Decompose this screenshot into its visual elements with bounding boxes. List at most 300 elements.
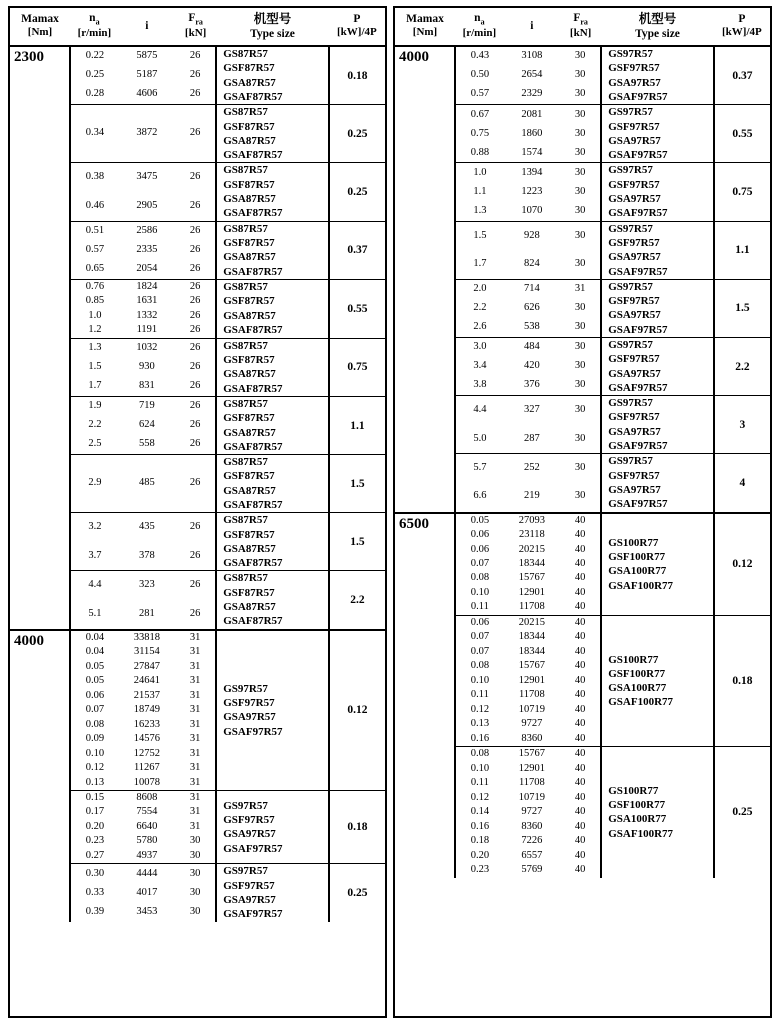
na-value: 0.18 bbox=[470, 835, 490, 847]
type-size-list bbox=[601, 454, 714, 513]
ratio-value: 714 bbox=[504, 279, 560, 299]
fra-value: 26 bbox=[175, 221, 216, 241]
fra-value: 31 bbox=[189, 820, 201, 832]
na-value: 2.0 bbox=[455, 279, 504, 299]
left-table-body bbox=[10, 46, 385, 922]
fra-value: 26 bbox=[175, 396, 216, 416]
ratio-value: 18344 bbox=[518, 631, 545, 643]
type-size-value: GS97R57 bbox=[608, 397, 653, 410]
type-size-value: GSF87R57 bbox=[223, 586, 275, 599]
type-size-value: GSA87R57 bbox=[223, 134, 276, 147]
fra-value: 30 bbox=[574, 88, 586, 100]
table-row bbox=[10, 46, 385, 66]
type-size-value: GSAF97R57 bbox=[608, 440, 668, 453]
col-header-fra bbox=[175, 8, 216, 46]
na-value: 0.51 bbox=[70, 221, 119, 241]
fra-value: 40 bbox=[574, 660, 586, 672]
type-size-value: GSF87R57 bbox=[223, 62, 275, 75]
na-value: 0.30 bbox=[70, 864, 119, 884]
col-header-typesize-en: Type size bbox=[635, 27, 680, 40]
type-size-value: GSAF97R57 bbox=[608, 265, 668, 278]
na-value: 3.0 bbox=[455, 337, 504, 357]
na-value: 0.13 bbox=[470, 718, 490, 730]
na-value: 0.33 bbox=[85, 886, 105, 898]
power-value: 4 bbox=[714, 454, 770, 513]
col-header-mamax bbox=[10, 8, 70, 46]
na-value: 3.4 bbox=[473, 360, 487, 372]
ratio-value: 11708 bbox=[518, 601, 545, 613]
type-size-list bbox=[601, 46, 714, 105]
type-size-value: GSF97R57 bbox=[608, 295, 660, 308]
na-value: 0.06 bbox=[470, 529, 490, 541]
na-value: 0.85 bbox=[85, 295, 105, 307]
power-value: 0.25 bbox=[714, 747, 770, 878]
type-size-value: GS97R57 bbox=[608, 164, 653, 177]
na-symbol: n bbox=[89, 12, 96, 24]
fra-value: 26 bbox=[175, 163, 216, 192]
col-header-p-label: P bbox=[738, 12, 746, 25]
na-value: 2.2 bbox=[88, 419, 102, 431]
fra-value: 40 bbox=[574, 718, 586, 730]
na-value: 0.08 bbox=[470, 660, 490, 672]
na-value: 1.3 bbox=[70, 338, 119, 358]
na-value: 0.07 bbox=[85, 704, 105, 716]
na-value: 0.04 bbox=[70, 630, 119, 645]
ratio-value: 252 bbox=[504, 454, 560, 483]
type-size-value: GSA87R57 bbox=[223, 309, 276, 322]
ratio-value: 18749 bbox=[133, 704, 160, 716]
type-size-list bbox=[216, 338, 329, 396]
ratio-value: 11708 bbox=[518, 777, 545, 789]
fra-value: 40 bbox=[574, 601, 586, 613]
type-size-value: GS100R77 bbox=[608, 536, 659, 549]
type-size-value: GSF87R57 bbox=[223, 528, 275, 541]
na-value: 0.11 bbox=[470, 689, 489, 701]
col-header-mamax-unit: [Nm] bbox=[412, 26, 438, 39]
type-size-value: GSAF97R57 bbox=[608, 381, 668, 394]
type-size-value: GSAF97R57 bbox=[608, 90, 668, 103]
fra-value: 31 bbox=[189, 660, 201, 672]
type-size-value: GSA97R57 bbox=[608, 367, 661, 380]
fra-value: 30 bbox=[175, 864, 216, 884]
fra-value: 30 bbox=[189, 886, 201, 898]
fra-value: 40 bbox=[560, 513, 601, 528]
ratio-value: 1332 bbox=[136, 309, 158, 321]
fra-value: 40 bbox=[574, 762, 586, 774]
type-size-value: GSAF87R57 bbox=[223, 90, 283, 103]
col-header-typesize-en: Type size bbox=[250, 27, 295, 40]
type-size-value: GSAF97R57 bbox=[608, 323, 668, 336]
fra-value: 26 bbox=[175, 571, 216, 600]
type-size-value: GSA87R57 bbox=[223, 542, 276, 555]
type-size-list bbox=[216, 791, 329, 864]
col-header-i-label: i bbox=[145, 19, 149, 32]
type-size-value: GS97R57 bbox=[608, 455, 653, 468]
na-value: 0.38 bbox=[70, 163, 119, 192]
col-header-p bbox=[329, 8, 385, 46]
fra-value: 40 bbox=[574, 820, 586, 832]
col-header-typesize-cn: 机型号 bbox=[253, 11, 292, 27]
type-size-value: GSA100R77 bbox=[608, 682, 667, 695]
ratio-value: 1191 bbox=[136, 324, 158, 336]
fra-value: 26 bbox=[189, 419, 201, 431]
col-header-na-label bbox=[456, 11, 503, 27]
fra-value: 40 bbox=[574, 689, 586, 701]
type-size-value: GSF97R57 bbox=[608, 236, 660, 249]
fra-value: 30 bbox=[189, 835, 201, 847]
ratio-value: 10719 bbox=[518, 791, 545, 803]
na-value: 0.28 bbox=[85, 88, 105, 100]
na-value: 1.3 bbox=[473, 204, 487, 216]
fra-value: 31 bbox=[189, 806, 201, 818]
col-header-na-unit: [r/min] bbox=[77, 27, 112, 40]
fra-value: 26 bbox=[189, 361, 201, 373]
fra-value: 40 bbox=[560, 747, 601, 762]
type-size-value: GS97R57 bbox=[223, 799, 268, 812]
fra-value: 31 bbox=[189, 718, 201, 730]
na-value: 0.25 bbox=[85, 69, 105, 81]
fra-value: 30 bbox=[574, 321, 586, 333]
ratio-value: 31154 bbox=[133, 646, 160, 658]
ratio-value: 18344 bbox=[518, 558, 545, 569]
na-value: 3.8 bbox=[473, 379, 487, 391]
type-size-list bbox=[601, 163, 714, 221]
left-table-column bbox=[8, 6, 387, 1018]
power-value: 1.5 bbox=[714, 279, 770, 337]
na-value: 1.9 bbox=[70, 396, 119, 416]
ratio-value: 15767 bbox=[504, 747, 560, 762]
fra-value: 30 bbox=[560, 163, 601, 183]
fra-value: 30 bbox=[189, 849, 201, 861]
ratio-value: 1631 bbox=[136, 295, 158, 307]
na-value: 0.57 bbox=[470, 88, 490, 100]
na-value: 0.11 bbox=[470, 777, 489, 789]
ratio-value: 626 bbox=[524, 302, 540, 314]
na-subscript: a bbox=[95, 17, 100, 27]
fra-value: 30 bbox=[560, 396, 601, 425]
fra-value: 40 bbox=[574, 572, 586, 584]
ratio-value: 4606 bbox=[136, 88, 158, 100]
fra-value: 40 bbox=[560, 615, 601, 630]
ratio-value: 327 bbox=[504, 396, 560, 425]
right-table-body bbox=[395, 46, 770, 878]
na-value: 6.6 bbox=[473, 490, 487, 502]
ratio-value: 11708 bbox=[518, 689, 545, 701]
type-size-list bbox=[216, 279, 329, 338]
ratio-value: 2654 bbox=[521, 69, 543, 81]
type-size-value: GSA97R57 bbox=[608, 193, 661, 206]
na-value: 0.12 bbox=[470, 703, 490, 715]
ratio-value: 7554 bbox=[136, 806, 158, 818]
power-value: 0.25 bbox=[329, 864, 385, 922]
ratio-value: 1032 bbox=[119, 338, 175, 358]
mamax-value: 4000 bbox=[10, 630, 70, 922]
fra-value: 40 bbox=[574, 645, 586, 657]
power-value: 0.55 bbox=[329, 279, 385, 338]
mamax-value: 6500 bbox=[395, 513, 455, 878]
ratio-value: 485 bbox=[119, 455, 175, 511]
na-value: 0.06 bbox=[85, 689, 105, 701]
na-value: 0.23 bbox=[85, 835, 105, 847]
na-value: 2.5 bbox=[88, 438, 102, 450]
fra-subscript: ra bbox=[580, 17, 588, 27]
type-size-value: GSAF100R77 bbox=[608, 696, 674, 709]
ratio-value: 10719 bbox=[518, 703, 545, 715]
na-value: 2.6 bbox=[473, 321, 487, 333]
na-value: 0.65 bbox=[85, 262, 105, 274]
fra-symbol: F bbox=[573, 12, 581, 24]
type-size-value: GSF87R57 bbox=[223, 354, 275, 367]
type-size-value: GS97R57 bbox=[608, 222, 653, 235]
type-size-value: GSAF87R57 bbox=[223, 207, 283, 220]
fra-value: 26 bbox=[189, 438, 201, 450]
type-size-value: GSF87R57 bbox=[223, 412, 275, 425]
power-value: 0.75 bbox=[329, 338, 385, 396]
type-size-value: GS87R57 bbox=[223, 339, 268, 352]
fra-value: 40 bbox=[574, 806, 586, 818]
na-value: 0.20 bbox=[85, 820, 105, 832]
type-size-list bbox=[216, 163, 329, 221]
ratio-value: 14576 bbox=[133, 733, 160, 745]
type-size-value: GS87R57 bbox=[223, 164, 268, 177]
power-value: 1.1 bbox=[329, 396, 385, 454]
na-value: 0.12 bbox=[85, 762, 105, 774]
fra-value: 31 bbox=[189, 675, 201, 687]
fra-value: 40 bbox=[574, 777, 586, 789]
na-value: 0.23 bbox=[470, 864, 490, 876]
table-row bbox=[395, 513, 770, 528]
type-size-value: GSA97R57 bbox=[223, 711, 276, 724]
fra-value: 40 bbox=[574, 849, 586, 861]
fra-value: 40 bbox=[574, 631, 586, 643]
na-value: 1.5 bbox=[88, 361, 102, 373]
fra-value: 30 bbox=[574, 50, 586, 62]
col-header-mamax-unit: [Nm] bbox=[27, 26, 53, 39]
power-value: 0.18 bbox=[329, 791, 385, 864]
type-size-value: GS87R57 bbox=[223, 572, 268, 585]
fra-symbol: F bbox=[188, 12, 196, 24]
col-header-i-label: i bbox=[530, 19, 534, 32]
type-size-value: GSF100R77 bbox=[608, 799, 666, 812]
type-size-value: GSF97R57 bbox=[608, 353, 660, 366]
fra-value: 40 bbox=[574, 732, 586, 744]
na-value: 0.14 bbox=[470, 806, 490, 818]
na-value: 1.7 bbox=[473, 258, 487, 270]
na-value: 0.07 bbox=[470, 558, 490, 569]
col-header-i bbox=[119, 8, 175, 46]
fra-value: 31 bbox=[189, 733, 201, 745]
na-value: 0.88 bbox=[470, 146, 490, 158]
right-table-column bbox=[393, 6, 772, 1018]
na-value: 0.05 bbox=[85, 675, 105, 687]
fra-value: 40 bbox=[574, 791, 586, 803]
fra-value: 31 bbox=[189, 776, 201, 788]
fra-value: 26 bbox=[189, 69, 201, 81]
type-size-value: GSAF87R57 bbox=[223, 557, 283, 570]
ratio-value: 2054 bbox=[136, 262, 158, 274]
ratio-value: 12901 bbox=[518, 762, 545, 774]
ratio-value: 484 bbox=[504, 337, 560, 357]
power-value: 0.75 bbox=[714, 163, 770, 221]
na-value: 0.08 bbox=[85, 718, 105, 730]
type-size-value: GS97R57 bbox=[608, 106, 653, 119]
type-size-list bbox=[216, 630, 329, 791]
type-size-value: GS97R57 bbox=[223, 865, 268, 878]
fra-value: 30 bbox=[574, 490, 586, 502]
ratio-value: 8608 bbox=[119, 791, 175, 806]
ratio-value: 16233 bbox=[133, 718, 160, 730]
type-size-value: GSAF97R57 bbox=[223, 725, 283, 738]
type-size-value: GSA97R57 bbox=[608, 251, 661, 264]
ratio-value: 5187 bbox=[136, 69, 158, 81]
ratio-value: 420 bbox=[524, 360, 540, 372]
left-table bbox=[10, 8, 385, 922]
ratio-value: 12901 bbox=[518, 586, 545, 598]
type-size-value: GSA87R57 bbox=[223, 426, 276, 439]
power-value: 0.18 bbox=[714, 615, 770, 746]
fra-value: 40 bbox=[574, 864, 586, 876]
na-value: 0.12 bbox=[470, 791, 490, 803]
type-size-value: GSF100R77 bbox=[608, 667, 666, 680]
type-size-value: GS87R57 bbox=[223, 514, 268, 527]
fra-value: 26 bbox=[189, 50, 201, 62]
fra-value: 30 bbox=[574, 258, 586, 270]
type-size-value: GSA100R77 bbox=[608, 813, 667, 826]
na-value: 0.43 bbox=[470, 50, 490, 62]
type-size-value: GSAF97R57 bbox=[223, 842, 283, 855]
ratio-value: 281 bbox=[139, 607, 155, 619]
type-size-value: GSF97R57 bbox=[608, 411, 660, 424]
na-value: 0.04 bbox=[85, 646, 105, 658]
ratio-value: 7226 bbox=[521, 835, 543, 847]
na-value: 0.17 bbox=[85, 806, 105, 818]
power-value: 2.2 bbox=[329, 571, 385, 630]
col-header-p-label: P bbox=[353, 12, 361, 25]
fra-value: 26 bbox=[189, 262, 201, 274]
ratio-value: 378 bbox=[139, 549, 155, 561]
ratio-value: 1824 bbox=[119, 279, 175, 294]
na-value: 0.06 bbox=[470, 543, 490, 555]
fra-value: 31 bbox=[175, 630, 216, 645]
col-header-p-unit: [kW]/4P bbox=[337, 26, 377, 39]
type-size-value: GSAF87R57 bbox=[223, 265, 283, 278]
na-value: 0.16 bbox=[470, 732, 490, 744]
type-size-value: GSA97R57 bbox=[608, 76, 661, 89]
ratio-value: 8360 bbox=[521, 732, 543, 744]
fra-value: 30 bbox=[574, 302, 586, 314]
type-size-value: GSAF87R57 bbox=[223, 440, 283, 453]
type-size-list bbox=[216, 455, 329, 513]
ratio-value: 824 bbox=[524, 258, 540, 270]
ratio-value: 15767 bbox=[518, 572, 545, 584]
ratio-value: 719 bbox=[119, 396, 175, 416]
col-header-i bbox=[504, 8, 560, 46]
ratio-value: 20215 bbox=[504, 615, 560, 630]
type-size-value: GSAF87R57 bbox=[223, 499, 283, 511]
col-header-typesize-cn: 机型号 bbox=[638, 11, 677, 27]
na-value: 0.34 bbox=[70, 105, 119, 161]
type-size-value: GSA97R57 bbox=[608, 483, 661, 496]
ratio-value: 4937 bbox=[136, 849, 158, 861]
ratio-value: 1574 bbox=[521, 146, 543, 158]
type-size-value: GSA97R57 bbox=[608, 134, 661, 147]
type-size-value: GSAF97R57 bbox=[223, 908, 283, 921]
type-size-value: GSF97R57 bbox=[608, 178, 660, 191]
table-header-row bbox=[10, 8, 385, 46]
fra-value: 31 bbox=[560, 279, 601, 299]
fra-value: 40 bbox=[574, 558, 586, 569]
type-size-value: GS87R57 bbox=[223, 281, 268, 294]
type-size-value: GSA97R57 bbox=[223, 828, 276, 841]
type-size-value: GS87R57 bbox=[223, 106, 268, 119]
table-row bbox=[395, 46, 770, 66]
na-symbol: n bbox=[474, 12, 481, 24]
fra-value: 30 bbox=[560, 454, 601, 483]
col-header-na-label bbox=[71, 11, 118, 27]
power-value: 0.37 bbox=[714, 46, 770, 105]
fra-value: 30 bbox=[574, 360, 586, 372]
fra-value: 30 bbox=[574, 204, 586, 216]
na-value: 1.0 bbox=[455, 163, 504, 183]
col-header-fra-unit: [kN] bbox=[184, 27, 207, 40]
fra-value: 26 bbox=[189, 549, 201, 561]
ratio-value: 9727 bbox=[521, 718, 543, 730]
type-size-value: GSF97R57 bbox=[608, 469, 660, 482]
type-size-value: GSF97R57 bbox=[223, 697, 275, 710]
type-size-value: GSAF97R57 bbox=[608, 498, 668, 511]
fra-value: 40 bbox=[574, 703, 586, 715]
na-value: 1.5 bbox=[455, 221, 504, 250]
na-value: 0.27 bbox=[85, 849, 105, 861]
ratio-value: 2329 bbox=[521, 88, 543, 100]
col-header-typesize bbox=[216, 8, 329, 46]
type-size-value: GSF87R57 bbox=[223, 178, 275, 191]
ratio-value: 376 bbox=[524, 379, 540, 391]
fra-value: 31 bbox=[189, 704, 201, 716]
na-value: 0.67 bbox=[455, 105, 504, 125]
na-value: 0.10 bbox=[470, 762, 490, 774]
type-size-list bbox=[601, 615, 714, 746]
ratio-value: 10078 bbox=[133, 776, 160, 788]
fra-value: 30 bbox=[574, 146, 586, 158]
type-size-value: GSF87R57 bbox=[223, 470, 275, 483]
fra-value: 30 bbox=[560, 337, 601, 357]
fra-value: 26 bbox=[189, 309, 201, 321]
ratio-value: 323 bbox=[119, 571, 175, 600]
ratio-value: 27093 bbox=[504, 513, 560, 528]
na-value: 1.7 bbox=[88, 380, 102, 392]
fra-value: 30 bbox=[560, 105, 601, 125]
type-size-value: GSF87R57 bbox=[223, 236, 275, 249]
fra-value: 40 bbox=[574, 543, 586, 555]
na-value: 0.07 bbox=[470, 645, 490, 657]
col-header-na-unit: [r/min] bbox=[462, 27, 497, 40]
ratio-value: 18344 bbox=[518, 645, 545, 657]
type-size-list bbox=[216, 46, 329, 105]
power-value: 0.25 bbox=[329, 105, 385, 163]
na-value: 0.50 bbox=[470, 69, 490, 81]
fra-value: 30 bbox=[574, 432, 586, 444]
ratio-value: 1223 bbox=[521, 185, 543, 197]
ratio-value: 2905 bbox=[136, 199, 158, 211]
ratio-value: 435 bbox=[119, 513, 175, 542]
na-value: 0.05 bbox=[455, 513, 504, 528]
ratio-value: 4017 bbox=[136, 886, 158, 898]
ratio-value: 287 bbox=[524, 432, 540, 444]
ratio-value: 3453 bbox=[136, 905, 158, 917]
mamax-value: 2300 bbox=[10, 46, 70, 630]
type-size-value: GSA97R57 bbox=[608, 309, 661, 322]
